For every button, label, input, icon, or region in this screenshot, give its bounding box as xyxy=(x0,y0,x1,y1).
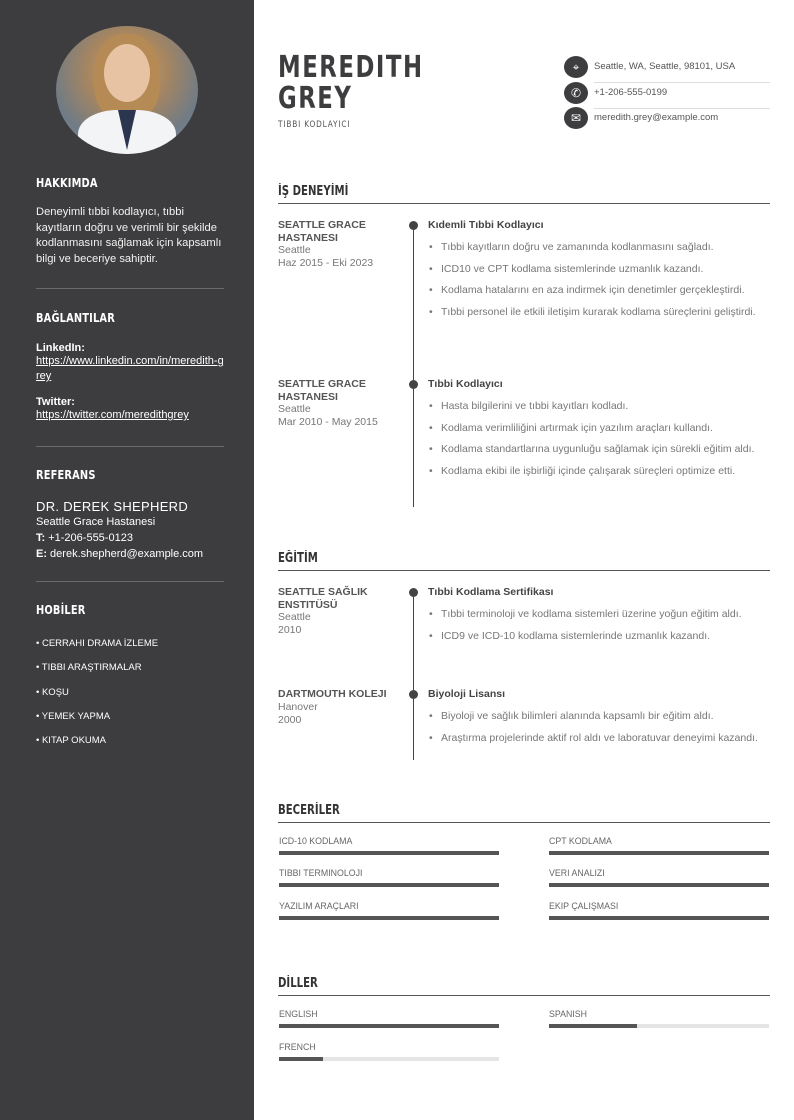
bullet-item: • Kodlama standartlarına uygunluğu sağlamak için sürekli eğitim aldı. xyxy=(428,442,770,457)
experience-timeline xyxy=(413,225,414,507)
bullet-item: • Araştırma projelerinde aktif rol aldı ve laboratuvar deneyimi kazandı. xyxy=(428,731,770,746)
bullet-item: • Biyoloji ve sağlık bilimleri alanında kapsamlı bir eğitim aldı. xyxy=(428,709,770,724)
email-label: E: xyxy=(36,548,47,560)
hobby-item: • KITAP OKUMA xyxy=(36,735,107,747)
contact-address xyxy=(564,56,770,82)
reference-heading: REFERANS xyxy=(36,468,96,482)
skill-bar-fill xyxy=(279,883,499,887)
language-label: ENGLISH xyxy=(279,1009,318,1019)
language-bar-track xyxy=(279,1057,499,1061)
address-text: Seattle, WA, Seattle, 98101, USA xyxy=(594,61,736,72)
timeline-dot xyxy=(409,221,418,230)
bullet-item: • Kodlama verimliliğini artırmak için yazılım araçları kullandı. xyxy=(428,421,770,436)
hobbies-list xyxy=(36,637,224,758)
divider xyxy=(36,288,224,289)
bullet-item: • Tıbbi kayıtların doğru ve zamanında kodlanmasını sağladı. xyxy=(428,240,770,255)
skill-bar-fill xyxy=(279,851,499,855)
language-label: FRENCH xyxy=(279,1042,316,1052)
timeline-dot xyxy=(409,588,418,597)
skill-label: CPT KODLAMA xyxy=(549,836,612,846)
skill-label: ICD-10 KODLAMA xyxy=(279,836,353,846)
hobby-item: • CERRAHI DRAMA İZLEME xyxy=(36,638,159,649)
experience-entry-1 xyxy=(428,219,770,326)
hobbies-heading: HOBİLER xyxy=(36,603,86,617)
education-entry-1-meta xyxy=(278,586,398,637)
hobby-item: • YEMEK YAPMA xyxy=(36,710,111,722)
profile-photo xyxy=(56,26,198,154)
twitter-block xyxy=(36,396,224,423)
org-city: Seattle xyxy=(278,611,311,623)
section-rule xyxy=(278,995,770,996)
language-bar-fill xyxy=(279,1057,323,1061)
languages-heading: DİLLER xyxy=(278,976,318,991)
name-line-2: GREY xyxy=(278,81,353,116)
skill-bar-track xyxy=(279,883,499,887)
skill-item xyxy=(279,868,499,878)
section-rule xyxy=(278,570,770,571)
reference-section xyxy=(36,468,224,562)
language-item xyxy=(279,1042,499,1052)
job-role: TIBBI KODLAYICI xyxy=(278,120,351,130)
org-city: Seattle xyxy=(278,244,311,256)
reference-org: Seattle Grace Hastanesi xyxy=(36,516,156,528)
twitter-link[interactable]: https://twitter.com/meredithgrey xyxy=(36,409,189,421)
language-item xyxy=(279,1009,499,1019)
section-rule xyxy=(278,203,770,204)
education-timeline xyxy=(413,592,414,760)
bullet-item: • Tıbbi personel ile etkili iletişim kurarak kodlama süreçlerini geliştirdi. xyxy=(428,305,770,320)
bullet-item: • Tıbbi terminoloji ve kodlama sistemleri üzerine yoğun eğitim aldı. xyxy=(428,607,770,622)
degree-title: Tıbbi Kodlama Sertifikası xyxy=(428,586,554,598)
skill-label: TIBBI TERMINOLOJI xyxy=(279,868,363,878)
skill-label: YAZILIM ARAÇLARI xyxy=(279,901,359,911)
reference-phone-value: +1-206-555-0123 xyxy=(45,532,133,544)
phone-label: T: xyxy=(36,532,46,544)
entry-dates: Mar 2010 - May 2015 xyxy=(278,416,378,428)
language-label: SPANISH xyxy=(549,1009,587,1019)
skill-bar-track xyxy=(549,883,769,887)
job-title: Kıdemli Tıbbi Kodlayıcı xyxy=(428,219,544,231)
language-bar-track xyxy=(549,1024,769,1028)
email-text[interactable]: meredith.grey@example.com xyxy=(594,112,719,123)
job-title: Tıbbi Kodlayıcı xyxy=(428,378,503,390)
skill-bar-fill xyxy=(549,916,769,920)
skill-bar-fill xyxy=(279,916,499,920)
experience-heading: İŞ DENEYİMİ xyxy=(278,184,349,199)
skill-label: VERI ANALIZI xyxy=(549,868,605,878)
skills-heading: BECERİLER xyxy=(278,803,340,818)
candidate-name xyxy=(278,52,424,114)
bullet-item: • ICD9 ve ICD-10 kodlama sistemlerinde uzmanlık kazandı. xyxy=(428,629,770,644)
skill-item xyxy=(279,836,499,846)
timeline-dot xyxy=(409,690,418,699)
links-section xyxy=(36,311,224,423)
bullet-item: • Kodlama ekibi ile işbirliği içinde çalışarak süreçleri optimize etti. xyxy=(428,464,770,479)
org-name: DARTMOUTH KOLEJI xyxy=(278,688,387,700)
envelope-icon: ✉ xyxy=(564,107,588,129)
language-bar-fill xyxy=(279,1024,499,1028)
org-name: SEATTLE GRACE HASTANESI xyxy=(278,219,366,244)
hobby-item: • KOŞU xyxy=(36,686,69,698)
linkedin-link[interactable]: https://www.linkedin.com/in/meredith-grey xyxy=(36,355,224,382)
reference-email xyxy=(36,546,224,562)
name-line-1: MEREDITH xyxy=(278,50,424,85)
skill-bar-track xyxy=(549,916,769,920)
skill-item xyxy=(279,901,499,911)
education-entry-2 xyxy=(428,688,770,752)
sidebar xyxy=(0,0,254,1120)
hobby-item: • TIBBI ARAŞTIRMALAR xyxy=(36,662,142,674)
reference-phone xyxy=(36,530,224,546)
hobbies-section xyxy=(36,603,224,758)
linkedin-block xyxy=(36,342,224,384)
bullet-item: • ICD10 ve CPT kodlama sistemlerinde uzmanlık kazandı. xyxy=(428,262,770,277)
language-bar-fill xyxy=(549,1024,637,1028)
skill-bar-fill xyxy=(549,883,769,887)
contact-phone xyxy=(564,82,770,108)
degree-title: Biyoloji Lisansı xyxy=(428,688,506,700)
linkedin-label: LinkedIn: xyxy=(36,342,85,354)
skill-bar-track xyxy=(279,916,499,920)
skill-bar-track xyxy=(549,851,769,855)
bullet-item: • Kodlama hatalarını en aza indirmek için denetimler gerçekleştirdi. xyxy=(428,283,770,298)
skill-bar-fill xyxy=(549,851,769,855)
skill-item xyxy=(549,901,769,911)
photo-face xyxy=(104,44,150,102)
entry-dates: 2010 xyxy=(278,624,302,636)
org-city: Hanover xyxy=(278,700,318,713)
reference-name: DR. DEREK SHEPHERD xyxy=(36,499,189,514)
contact-email xyxy=(564,107,770,133)
entry-dates: Haz 2015 - Eki 2023 xyxy=(278,257,374,269)
phone-icon: ✆ xyxy=(564,82,588,104)
bullet-item: • Hasta bilgilerini ve tıbbi kayıtları kodladı. xyxy=(428,399,770,414)
reference-email-value: derek.shepherd@example.com xyxy=(47,548,204,560)
education-entry-1 xyxy=(428,586,770,650)
entry-dates: 2000 xyxy=(278,713,302,726)
skill-item xyxy=(549,868,769,878)
org-city: Seattle xyxy=(278,403,311,415)
experience-entry-1-meta xyxy=(278,219,398,270)
links-heading: BAĞLANTILAR xyxy=(36,311,115,325)
section-rule xyxy=(278,822,770,823)
about-section xyxy=(36,176,224,267)
org-name: SEATTLE SAĞLIK ENSTITÜSÜ xyxy=(278,586,368,611)
about-heading: HAKKIMDA xyxy=(36,176,98,190)
skill-label: EKIP ÇALIŞMASI xyxy=(549,901,619,911)
phone-text: +1-206-555-0199 xyxy=(594,87,668,98)
twitter-label: Twitter: xyxy=(36,396,75,408)
about-text: Deneyimli tıbbi kodlayıcı, tıbbi kayıtların doğru ve verimli bir şekilde kodlanmasını sağlamak için kapsamlı bilgi ve beceriye sahiptir. xyxy=(36,206,222,265)
org-name: SEATTLE GRACE HASTANESI xyxy=(278,378,366,403)
skill-bar-track xyxy=(279,851,499,855)
education-heading: EĞİTİM xyxy=(278,551,318,566)
timeline-dot xyxy=(409,380,418,389)
divider xyxy=(36,446,224,447)
language-item xyxy=(549,1009,769,1019)
education-entry-2-meta xyxy=(278,688,398,727)
skill-item xyxy=(549,836,769,846)
experience-entry-2 xyxy=(428,378,770,485)
divider xyxy=(36,581,224,582)
language-bar-track xyxy=(279,1024,499,1028)
experience-entry-2-meta xyxy=(278,378,398,429)
location-pin-icon: ⌖ xyxy=(564,56,588,78)
